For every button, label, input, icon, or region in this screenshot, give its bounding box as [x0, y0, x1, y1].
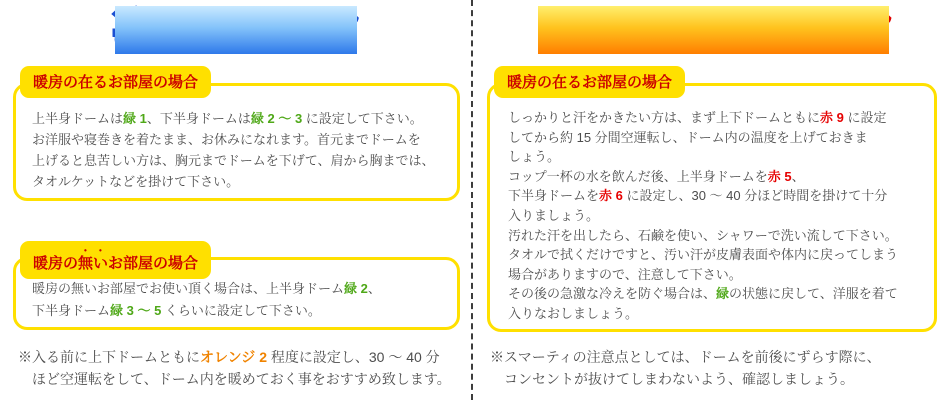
right-section1-body: [508, 108, 928, 324]
text-segment: その後の急激な冷えを防ぐ場合は、: [508, 286, 717, 302]
text-segment: ※入る前に上下ドームともに: [18, 349, 200, 365]
text-segment: 赤 6: [599, 188, 623, 204]
left-section2-header-label: [33, 255, 198, 272]
text-segment: 赤 9: [820, 110, 844, 125]
right-footnote: [490, 346, 950, 390]
text-segment: タオルケットなどを掛けて下さい。: [32, 174, 240, 189]
text-segment: 緑 1: [123, 111, 147, 126]
text-segment: に設定し、30 ～ 40 分ほど時間を掛けて十分: [622, 188, 888, 204]
text-segment: [324, 10, 357, 46]
text-segment: [724, 10, 889, 46]
text-segment: [703, 20, 725, 43]
text-segment: 上げると息苦しい方は、胸元までドームを下げて、肩から胸までは、: [32, 153, 435, 168]
text-segment: 緑 2: [344, 281, 368, 296]
text-segment: 、: [791, 168, 805, 184]
text-segment: しっかりと汗をかきたい方は、まず上下ドームともに: [508, 110, 821, 125]
left-section1-heated-room-box: [13, 83, 460, 201]
text-segment: 無い: [78, 255, 109, 272]
text-segment: 暖房の: [33, 255, 79, 272]
text-segment: お洋服や寝巻きを着たまま、お休みになれます。首元までドームを: [32, 132, 421, 147]
left-section1-header-label: [33, 74, 198, 91]
text-segment: 、: [367, 281, 381, 296]
text-segment: タオルで拭くだけですと、汚い汗が皮膚表面や体内に戻ってしまう: [508, 247, 899, 263]
column-divider: [471, 0, 473, 400]
text-segment: [538, 10, 703, 46]
left-section2-body: [32, 278, 451, 322]
text-segment: 緑: [716, 286, 730, 302]
text-segment: 赤 5: [767, 168, 792, 184]
right-title-text: [538, 6, 890, 54]
left-section1-header-tab: [20, 66, 211, 98]
left-title-text: [115, 6, 357, 54]
right-section1-header-label: [507, 74, 672, 91]
text-segment: くらいに設定して下さい。: [161, 303, 321, 318]
text-segment: 暖房の在るお部屋の場合: [507, 74, 673, 91]
text-segment: コンセントが抜けてしまわないよう、確認しましょう。: [504, 371, 854, 387]
right-section1-heated-room-box: [487, 83, 937, 332]
left-section2-header-tab: [20, 241, 211, 279]
text-segment: 入りましょう。: [508, 207, 600, 223]
text-segment: 下半身ドーム: [32, 303, 111, 318]
text-segment: 暖房の在るお部屋の場合: [33, 74, 199, 91]
left-footnote: [18, 346, 480, 390]
text-segment: [115, 10, 181, 46]
left-section1-body: [32, 108, 451, 192]
text-segment: 上半身ドームは: [32, 111, 124, 126]
right-section1-header-tab: [494, 66, 685, 98]
text-segment: 入りなおしましょう。: [508, 305, 639, 321]
text-segment: 汚れた汗を出したら、石鹸を使い、シャワーで洗い流して下さい。: [508, 227, 898, 243]
text-segment: ※スマーティの注意点としては、ドームを前後にずらす際に、: [490, 349, 881, 365]
text-segment: 下半身ドームを: [508, 188, 600, 204]
text-segment: 暖房の無いお部屋でお使い頂く場合は、上半身ドーム: [32, 281, 345, 296]
text-segment: 場合がありますので、注意して下さい。: [508, 266, 742, 282]
text-segment: [181, 20, 203, 43]
text-segment: の状態に戻して、洋服を着て: [729, 286, 898, 302]
text-segment: 緑 2 ～ 3: [250, 111, 303, 126]
text-segment: コップ一杯の水を飲んだ後、上半身ドームを: [508, 168, 768, 184]
left-column-title-area: [0, 6, 472, 54]
text-segment: お部屋の場合: [108, 255, 199, 272]
text-segment: オレンジ 2: [200, 349, 267, 365]
text-segment: してから約 15 分間空運転し、ドーム内の温度を上げておきま: [508, 129, 868, 145]
text-segment: [302, 20, 324, 43]
text-segment: ほど空運転をして、ドーム内を暖めておく事をおすすめ致します。: [32, 371, 451, 387]
right-title: [538, 6, 890, 54]
text-segment: 、下半身ドームは: [146, 111, 251, 126]
text-segment: に設定: [843, 110, 887, 125]
text-segment: [203, 10, 302, 46]
text-segment: 程度に設定し、30 ～ 40 分: [266, 349, 440, 365]
text-segment: 緑 3 ～ 5: [110, 303, 162, 318]
text-segment: に設定して下さい。: [302, 111, 423, 126]
right-column-title-area: [477, 6, 950, 54]
text-segment: しょう。: [508, 149, 561, 165]
left-title: [115, 6, 357, 54]
